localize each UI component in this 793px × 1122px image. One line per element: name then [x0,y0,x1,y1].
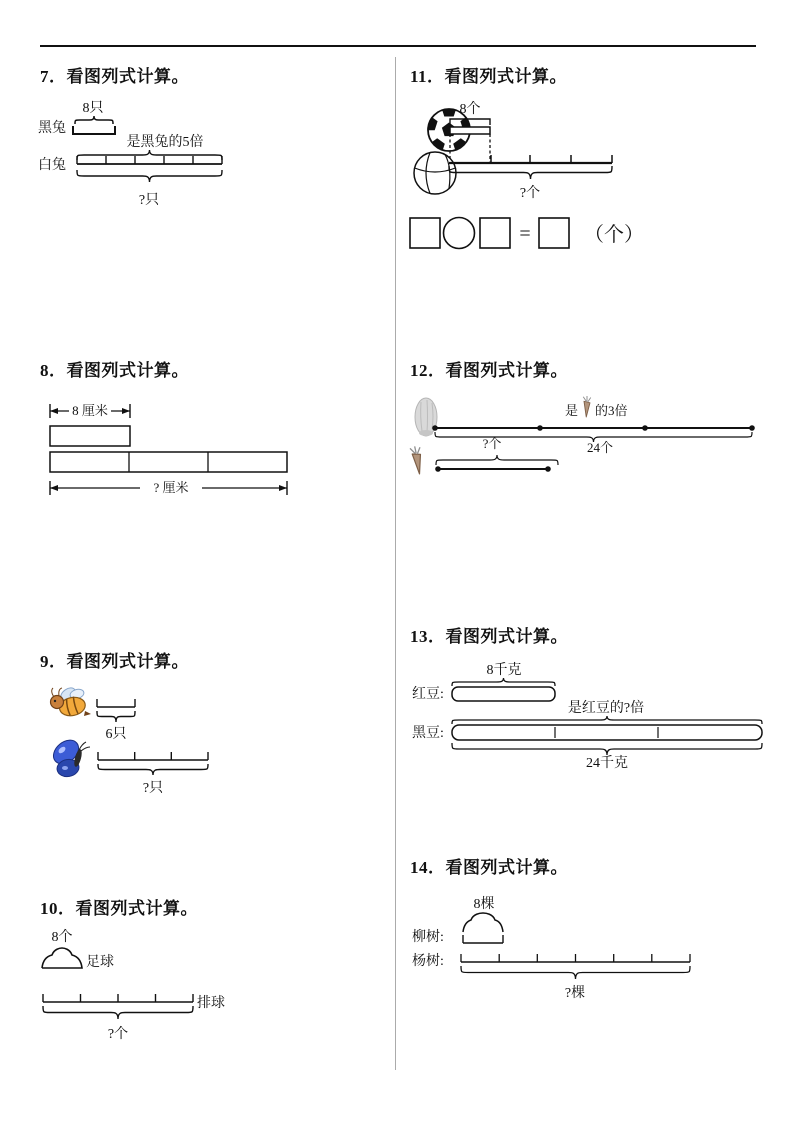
p7-white-top-brace [77,150,222,160]
p8-question-label: ? 厘米 [153,480,189,495]
p11-soccer-bar [450,127,490,134]
p13-multiple-label: 是红豆的?倍 [567,701,645,716]
problem-12-title: 12．看图列式计算。 [410,361,568,380]
problem-11-title: 11．看图列式计算。 [410,67,568,86]
p14-row1-label: 柳树: [412,930,444,945]
p12-dot-2 [537,425,543,431]
p14-willow-ticks [463,935,503,943]
p10-diagram [40,923,255,1043]
p12-dot-4 [749,425,755,431]
p9-count-brace [97,711,135,722]
p7-row2-label: 白兔 [38,158,66,173]
p7-row1-label: 黑兔 [38,121,66,136]
p13-multiple-brace [452,716,762,724]
p11-unit-label: （个） [584,224,644,246]
p11-diagram [408,93,683,258]
column-divider [395,57,396,1070]
p10-row1-label: 足球 [86,955,114,970]
p11-operator-circle [444,218,475,249]
p8-measure1-arrow-left [50,408,58,414]
problem-13-title: 13．看图列式计算。 [410,627,568,646]
p9-question-brace [98,764,208,775]
p12-short-dot-1 [435,466,441,472]
p8-long-bar [50,452,287,472]
p8-long-bar-dividers [129,452,208,472]
p11-equals-sign: = [519,223,531,245]
p7-diagram [35,90,245,215]
p12-diagram [408,388,778,493]
problem-8-title: 8．看图列式计算。 [40,361,189,380]
p9-diagram [40,678,270,803]
p13-total-label: 24千克 [586,756,628,771]
basketball-icon [414,152,456,194]
p7-question-brace [77,170,222,182]
p10-row2-label: 排球 [197,996,225,1011]
p8-diagram [45,393,305,505]
p14-diagram [408,883,733,1005]
p13-total-brace [452,743,762,755]
p12-total-label: 24个 [586,440,614,455]
p13-black-bar [452,725,762,740]
p11-answer-box-3 [539,218,569,248]
p10-question-label: ?个 [107,1027,129,1042]
p13-row1-label: 红豆: [412,687,444,702]
p11-basket-ticks [491,155,612,163]
p12-dot-1 [432,425,438,431]
problem-10-title: 10．看图列式计算。 [40,899,198,918]
p10-count-label: 8个 [51,930,73,945]
p7-count-label: 8只 [82,101,104,116]
problem-9-title: 9．看图列式计算。 [40,652,189,671]
p12-question-brace [436,455,558,465]
p11-question-label: ?个 [519,186,541,201]
p7-black-brace [75,116,113,124]
bee-icon [51,685,92,718]
p12-dot-3 [642,425,648,431]
butterfly-icon [49,735,90,778]
p11-answer-box-2 [480,218,510,248]
problem-7-title: 7．看图列式计算。 [40,67,189,86]
p11-answer-box-1 [410,218,440,248]
p7-white-ticks [77,156,222,164]
p13-count-brace [452,678,555,686]
carrot-icon [410,445,426,474]
p7-question-label: ?只 [138,193,160,208]
p8-measure1-arrow-right [122,408,130,414]
p7-multiple-label: 是黑兔的5倍 [126,135,204,150]
p8-length-label: 8 厘米 [72,403,108,418]
top-rule [40,45,756,47]
p7-black-bar [73,126,115,134]
p13-black-bar-dividers [555,727,658,738]
p13-diagram [408,653,780,773]
p8-measure2-arrow-right [279,485,287,491]
p13-count-label: 8千克 [486,663,522,678]
p14-row2-label: 杨树: [412,954,444,969]
p10-dome-group [42,948,82,968]
p14-question-label: ?棵 [564,986,586,1001]
p9-count-label: 6只 [105,727,127,742]
carrot-icon [583,396,591,417]
p8-short-bar [50,426,130,446]
p12-question-label: ?个 [482,436,502,451]
p13-red-bar [452,687,555,701]
p12-multiple-prefix: 是 [564,403,578,418]
p13-row2-label: 黑豆: [412,726,444,741]
p9-short-ticks [97,699,135,707]
p10-long-ticks [43,994,193,1002]
p8-measure2-arrow-left [50,485,58,491]
p10-question-brace [43,1006,193,1019]
p14-count-label: 8棵 [473,897,495,912]
p12-multiple-suffix: 的3倍 [595,403,628,418]
p14-question-brace [461,966,690,979]
p14-dome-brace [463,913,503,932]
problem-14-title: 14．看图列式计算。 [410,858,568,877]
p12-short-dot-2 [545,466,551,472]
p9-long-ticks [98,752,208,760]
p14-poplar-ticks [461,954,690,962]
p11-count-label: 8个 [459,102,481,117]
p9-question-label: ?只 [142,781,164,796]
p11-question-brace [449,166,612,179]
